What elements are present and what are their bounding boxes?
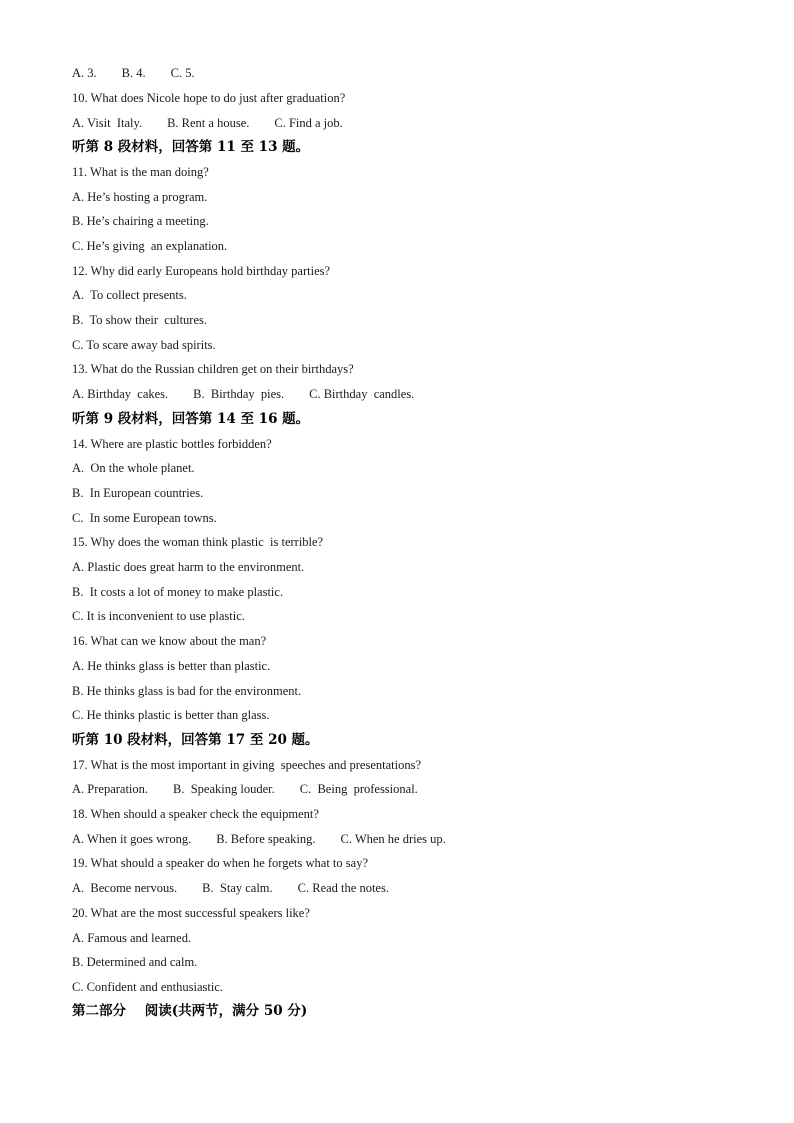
q11-option-b: B. He’s chairing a meeting. [72,214,209,228]
q9-options: A. 3. B. 4. C. 5. [72,66,195,80]
q11-question: 11. What is the man doing? [72,165,209,179]
section-heading-8: 听第 8 段材料，回答第 11 至 13 题。 [72,139,310,155]
q14-option-b: B. In European countries. [72,486,204,500]
q20-option-c: C. Confident and enthusiastic. [72,980,224,994]
q16-option-b: B. He thinks glass is bad for the environment. [72,684,302,698]
q12-question: 12. Why did early Europeans hold birthday parties? [72,264,331,278]
q10-options: A. Visit Italy. B. Rent a house. C. Find a job. [72,116,343,130]
q20-option-a: A. Famous and learned. [72,931,192,945]
q20-question: 20. What are the most successful speakers like? [72,906,310,920]
q17-question: 17. What is the most important in giving speeches and presentations? [72,758,422,772]
q11-option-a: A. He’s hosting a program. [72,190,208,204]
q16-option-a: A. He thinks glass is better than plastic. [72,659,271,673]
q12-option-b: B. To show their cultures. [72,313,207,327]
q11-option-c: C. He’s giving an explanation. [72,239,228,253]
q12-option-a: A. To collect presents. [72,288,187,302]
q14-question: 14. Where are plastic bottles forbidden? [72,437,272,451]
q18-options: A. When it goes wrong. B. Before speaking. C. When he dries up. [72,832,446,846]
section-heading-10: 听第 10 段材料，回答第 17 至 20 题。 [72,732,319,748]
q12-option-c: C. To scare away bad spirits. [72,338,216,352]
q13-question: 13. What do the Russian children get on their birthdays? [72,362,354,376]
q19-options: A. Become nervous. B. Stay calm. C. Read the notes. [72,881,389,895]
part-two-heading: 第二部分 阅读(共两节，满分 50 分) [72,1003,308,1019]
q19-question: 19. What should a speaker do when he forgets what to say? [72,856,368,870]
q18-question: 18. When should a speaker check the equipment? [72,807,319,821]
q13-options: A. Birthday cakes. B. Birthday pies. C. Birthday candles. [72,387,415,401]
q20-option-b: B. Determined and calm. [72,955,198,969]
q14-option-a: A. On the whole planet. [72,461,195,475]
section-heading-9: 听第 9 段材料，回答第 14 至 16 题。 [72,411,310,427]
q15-option-c: C. It is inconvenient to use plastic. [72,609,245,623]
q17-options: A. Preparation. B. Speaking louder. C. Being professional. [72,782,418,796]
q10-question: 10. What does Nicole hope to do just after graduation? [72,91,346,105]
q15-option-a: A. Plastic does great harm to the environment. [72,560,305,574]
q16-question: 16. What can we know about the man? [72,634,267,648]
q15-question: 15. Why does the woman think plastic is terrible? [72,535,324,549]
q15-option-b: B. It costs a lot of money to make plastic. [72,585,284,599]
q16-option-c: C. He thinks plastic is better than glass. [72,708,270,722]
q14-option-c: C. In some European towns. [72,511,217,525]
